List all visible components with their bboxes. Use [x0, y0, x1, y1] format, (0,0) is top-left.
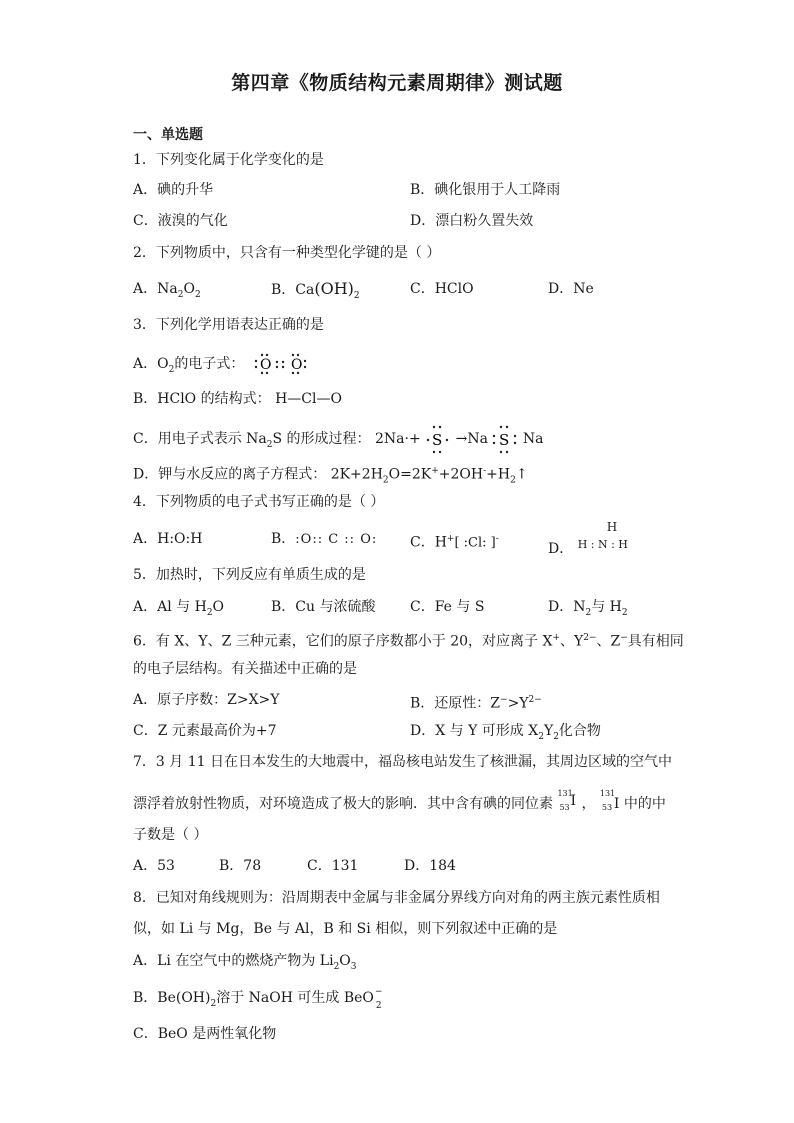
q3-option-d	[133, 461, 528, 490]
formula: O	[183, 281, 195, 297]
option-text: 化合物	[558, 723, 601, 739]
question-1-stem: 1．下列变化属于化学变化的是	[133, 152, 324, 168]
equation: O=2K	[388, 466, 432, 483]
element-symbol: I	[570, 793, 576, 809]
s-atom-label: S	[499, 431, 510, 449]
stem-text: 漂浮着放射性物质，对环境造成了极大的影响．其中含有碘的同位素	[133, 796, 553, 812]
q2-option-a	[133, 279, 201, 305]
option-text: A．Li 在空气中的燃烧产物为 Li	[133, 953, 334, 969]
option-text: D．钾与水反应的离子方程式：	[133, 466, 327, 483]
option-label: B．	[271, 282, 296, 298]
question-8-stem-line2: 似，如 Li 与 Mg，Be 与 Al，B 和 Si 相似，则下列叙述中正确的是	[133, 921, 558, 937]
superscript: −	[500, 695, 508, 705]
q5-option-d	[548, 597, 628, 623]
superscript: 2−	[528, 695, 542, 705]
option-text: Y	[543, 723, 554, 739]
question-7-stem-line2	[133, 790, 666, 814]
subscript: 2	[168, 364, 175, 375]
option-label: D．	[548, 281, 574, 297]
subscript: 2	[510, 475, 516, 486]
formula: Na	[157, 281, 178, 297]
question-8-stem-line1: 8．已知对角线规则为：沿周期表中金属与非金属分界线方向对角的两主族元素性质相	[133, 890, 660, 906]
q2-option-b	[271, 279, 360, 306]
option-label: D．	[548, 541, 574, 557]
subscript: 2	[333, 961, 340, 972]
subscript: 2	[621, 607, 628, 618]
h-atom-top: H	[606, 520, 618, 534]
subscript: 2	[538, 731, 544, 742]
superscript: -	[483, 466, 487, 476]
q3-option-b	[133, 389, 342, 409]
subscript: 2	[210, 998, 217, 1009]
sulfide-dot-figure	[492, 424, 518, 454]
question-7-stem-line1: 7．3 月 11 日在日本发生的大地震中，福岛核电站发生了核泄漏，其周边区域的空气中	[133, 754, 672, 770]
q7-option-c: C．131	[307, 858, 359, 874]
option-text: D．X 与 Y 可形成 X	[410, 723, 539, 739]
option-text: O	[212, 599, 225, 615]
atomic-number: 53	[559, 803, 570, 812]
electron-dot-svg	[253, 350, 313, 378]
o-atom-label: O	[290, 357, 303, 373]
q1-option-c: C．液溴的气化	[133, 213, 228, 229]
s-atom-label: S	[432, 431, 443, 449]
q7-option-a: A．53	[133, 858, 175, 874]
q8-option-b	[133, 986, 384, 1014]
option-text: 的电子式：	[174, 356, 245, 372]
nh3-electron-figure	[577, 520, 644, 563]
section-heading: 一、单选题	[133, 127, 203, 143]
q4-option-a: A．H:O:H	[133, 531, 203, 547]
subscript: 2	[206, 607, 213, 618]
iodine-isotope-notation	[557, 790, 581, 814]
q1-option-b: B．碘化银用于人工降雨	[410, 182, 561, 198]
mass-number: 131	[557, 789, 573, 798]
sulfur-dots-svg	[425, 424, 451, 454]
question-7-stem-line3: 子数是（ ）	[133, 827, 208, 843]
q1-option-a: A．碘的升华	[133, 182, 214, 198]
formula: HClO	[434, 281, 474, 297]
q5-option-c: C．Fe 与 S	[410, 599, 485, 615]
superscript: −	[374, 987, 383, 997]
option-text: B．还原性：Z	[410, 695, 501, 712]
question-2-stem: 2．下列物质中，只含有一种类型化学键的是（ ）	[133, 245, 441, 261]
structural-formula: H—Cl—O	[275, 391, 342, 407]
nh3-formula: H : N : H	[577, 538, 628, 551]
question-3-stem: 3．下列化学用语表达正确的是	[133, 317, 324, 333]
q6-option-b	[410, 690, 542, 714]
iodine-isotope-notation-2	[600, 790, 614, 814]
question-5-stem: 5．加热时，下列反应有单质生成的是	[133, 567, 366, 583]
mass-number: 131	[599, 789, 616, 798]
option-text: >Y	[507, 695, 529, 712]
co2-electron-formula: :O:: C :: O:	[295, 532, 378, 547]
option-text: B．HClO 的结构式：	[133, 391, 271, 407]
formula: Ca	[295, 282, 315, 298]
equation: +2OH	[438, 466, 484, 483]
q3-option-a	[133, 350, 313, 380]
option-label: C．H	[410, 534, 447, 551]
q4-option-d	[548, 520, 644, 563]
option-label: A．	[133, 281, 158, 297]
option-text: S 的形成过程：	[272, 431, 371, 447]
q6-option-c: C．Z 元素最高价为+7	[133, 723, 277, 739]
question-6-stem-line2: 的电子层结构。有关描述中正确的是	[133, 661, 357, 677]
question-6-stem-line1	[133, 628, 684, 652]
q2-option-c	[410, 279, 474, 299]
q3-option-c	[133, 424, 543, 455]
superscript: 2−	[583, 633, 597, 643]
subscript: 2	[382, 475, 389, 486]
question-4-stem: 4．下列物质的电子式书写正确的是（ ）	[133, 494, 385, 510]
q8-option-a	[133, 951, 357, 977]
option-text: C．用电子式表示 Na	[133, 431, 267, 447]
formation-right: Na	[522, 431, 544, 447]
q6-option-a: A．原子序数：Z>X>Y	[133, 692, 280, 708]
subscript: 2	[194, 289, 201, 300]
ion-charge-notation	[374, 986, 384, 1011]
q4-option-c	[410, 529, 499, 554]
q5-option-a	[133, 597, 224, 623]
subscript: 2	[266, 439, 273, 450]
option-text: A．Al 与 H	[133, 599, 207, 615]
subscript: 2	[177, 289, 184, 300]
equation: 2K+2H	[330, 466, 383, 483]
option-text: B．Be(OH)	[133, 990, 211, 1006]
subscript: 2	[353, 290, 360, 301]
equation: +H	[486, 466, 511, 483]
q2-option-d	[548, 279, 594, 299]
superscript: -	[495, 534, 499, 544]
stem-text: ，	[581, 796, 596, 812]
superscript: +	[446, 534, 455, 544]
q1-option-d: D．漂白粉久置失效	[410, 213, 534, 229]
q5-option-b: B．Cu 与浓硫酸	[271, 599, 376, 615]
q8-option-c: C．BeO 是两性氧化物	[133, 1026, 277, 1042]
atomic-number: 53	[601, 803, 613, 812]
stem-text: 具有相同	[627, 633, 684, 650]
formula: (OH)	[314, 279, 354, 298]
subscript: 2	[375, 1001, 382, 1011]
formation-arrow: →Na	[455, 431, 488, 447]
q6-option-d	[410, 721, 601, 747]
sulfur-dot-figure	[425, 424, 451, 454]
option-text: A．O	[133, 356, 169, 372]
option-text: O	[339, 953, 351, 969]
stem-text: 6．有 X、Y、Z 三种元素，它们的原子序数都小于 20，对应离子 X	[133, 633, 553, 650]
sulfide-dots-svg	[492, 424, 518, 454]
option-text: 溶于 NaOH 可生成 BeO	[216, 990, 374, 1006]
superscript: +	[431, 466, 439, 476]
subscript: 3	[350, 961, 357, 972]
o-atom-label: O	[259, 357, 272, 373]
chloride-electron-formula: [ :Cl: ]	[454, 535, 496, 551]
stem-text: I 中的中	[613, 796, 666, 812]
option-text: 与 H	[591, 599, 622, 615]
o2-electron-dot-figure	[253, 350, 313, 378]
q7-option-b: B．78	[219, 858, 262, 874]
option-label: C．	[410, 281, 435, 297]
stem-text: 、Y	[559, 633, 584, 650]
superscript: +	[552, 633, 560, 643]
subscript: 2	[585, 607, 592, 618]
stem-text: 、Z	[596, 633, 621, 650]
formation-left: 2Na·+	[375, 431, 421, 447]
superscript: −	[620, 633, 628, 643]
q4-option-b	[271, 529, 377, 550]
option-label: B．	[271, 531, 296, 547]
q7-option-d: D．184	[404, 858, 456, 874]
page-title: 第四章《物质结构元素周期律》测试题	[231, 72, 563, 94]
equation: ↑	[515, 466, 528, 483]
formula: Ne	[573, 281, 594, 297]
option-text: D．N	[548, 599, 586, 615]
subscript: 2	[553, 731, 559, 742]
